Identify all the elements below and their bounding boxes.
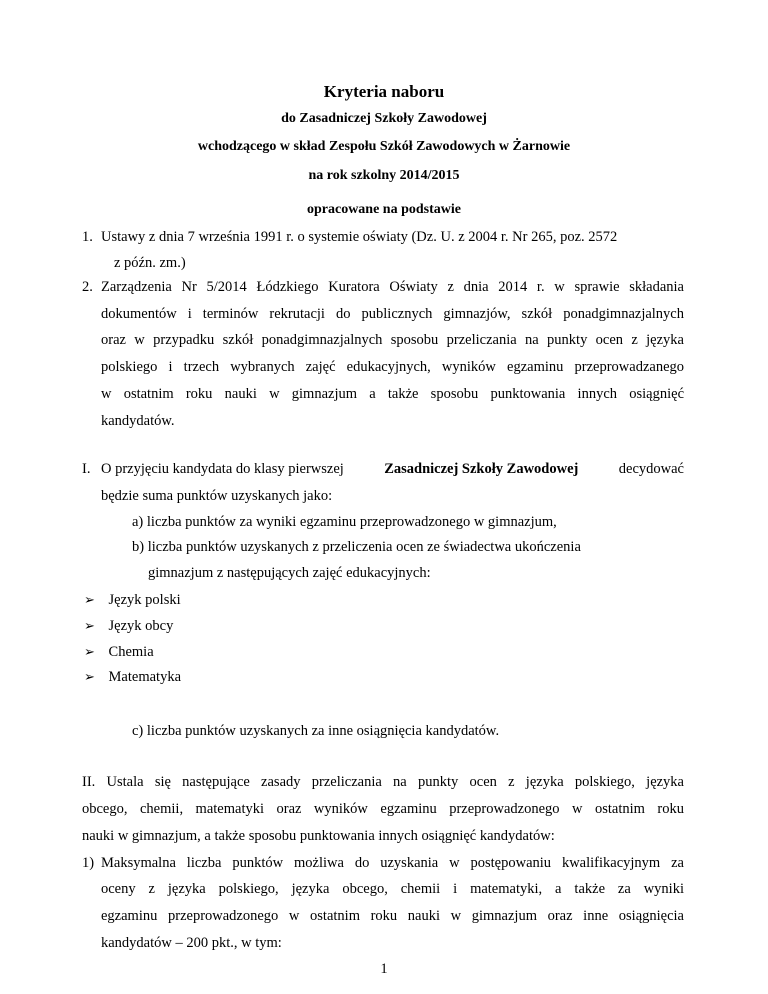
subject-list-item bbox=[84, 670, 181, 685]
basis-item-2-line: oraz w przypadku szkół ponadgimnazjalnych sposobu przeliczania na punkty ocen z języka bbox=[101, 332, 684, 349]
criterion-b-continued: gimnazjum z następujących zajęć edukacyjnych: bbox=[148, 565, 431, 582]
section-2-item-1-line: kandydatów – 200 pkt., w tym: bbox=[101, 934, 282, 951]
document-title: Kryteria naboru bbox=[323, 82, 445, 102]
basis-item-2-line: Zarządzenia Nr 5/2014 Łódzkiego Kuratora Oświaty z dnia 2014 r. w sprawie składania bbox=[101, 278, 684, 295]
basis-item-1-number: 1. bbox=[82, 229, 93, 246]
subject-list-item bbox=[84, 645, 154, 660]
section-1-intro-pre: O przyjęciu kandydata do klasy pierwszej bbox=[101, 461, 344, 478]
subtitle-line-3: na rok szkolny 2014/2015 bbox=[308, 168, 460, 184]
subject-label: Chemia bbox=[108, 643, 154, 660]
arrow-bullet-icon: ➢ bbox=[84, 617, 95, 633]
section-2-line: II. Ustala się następujące zasady przeliczania na punkty ocen z języka polskiego, języka bbox=[82, 774, 684, 791]
subject-label: Język obcy bbox=[108, 617, 174, 634]
basis-item-2-line: polskiego i trzech wybranych zajęć edukacyjnych, wyników egzaminu przeprowadzanego bbox=[101, 359, 684, 376]
criterion-b: b) liczba punktów uzyskanych z przeliczenia ocen ze świadectwa ukończenia bbox=[132, 538, 581, 555]
section-1-intro bbox=[101, 462, 684, 477]
section-1-intro-bold: Zasadniczej Szkoły Zawodowej bbox=[384, 461, 579, 478]
section-2-line: obcego, chemii, matematyki oraz wyników egzaminu przeprowadzonego w ostatnim roku bbox=[82, 801, 684, 818]
section-2-item-1-line: oceny z języka polskiego, języka obcego, chemii i matematyki, a także za wyniki bbox=[101, 881, 684, 898]
basis-item-2-line: w ostatnim roku nauki w gimnazjum a także sposobu punktowania innych osiągnięć bbox=[101, 385, 684, 402]
criterion-a: a) liczba punktów za wyniki egzaminu przeprowadzonego w gimnazjum, bbox=[132, 513, 557, 530]
page-number: 1 bbox=[380, 961, 388, 977]
arrow-bullet-icon: ➢ bbox=[84, 643, 95, 659]
basis-item-2-line: kandydatów. bbox=[101, 412, 175, 429]
basis-item-2-number: 2. bbox=[82, 278, 93, 295]
section-1-intro-line-2: będzie suma punktów uzyskanych jako: bbox=[101, 487, 333, 504]
arrow-bullet-icon: ➢ bbox=[84, 669, 95, 685]
subject-list-item bbox=[84, 593, 181, 608]
subtitle-line-2: wchodzącego w skład Zespołu Szkół Zawodowych w Żarnowie bbox=[197, 139, 571, 155]
subject-list-item bbox=[84, 619, 173, 634]
section-2-item-1-line: egzaminu przeprowadzonego w ostatnim roku nauki w gimnazjum oraz inne osiągnięcia bbox=[101, 908, 684, 925]
section-1-intro-post: decydować bbox=[618, 461, 684, 478]
section-1-number: I. bbox=[82, 461, 91, 478]
subtitle-line-1: do Zasadniczej Szkoły Zawodowej bbox=[281, 110, 487, 126]
basis-item-2-line: dokumentów i terminów rekrutacji do publicznych gimnazjów, szkół ponadgimnazjalnych bbox=[101, 305, 684, 322]
subject-label: Język polski bbox=[108, 592, 181, 609]
section-2-item-1-number: 1) bbox=[82, 854, 95, 871]
arrow-bullet-icon: ➢ bbox=[84, 592, 95, 608]
criterion-c: c) liczba punktów uzyskanych za inne osiągnięcia kandydatów. bbox=[132, 722, 500, 739]
basis-item-1-line: z późn. zm.) bbox=[114, 254, 186, 271]
section-2-line: nauki w gimnazjum, a także sposobu punktowania innych osiągnięć kandydatów: bbox=[82, 827, 555, 844]
section-2-item-1-line: Maksymalna liczba punktów możliwa do uzyskania w postępowaniu kwalifikacyjnym za bbox=[101, 854, 684, 871]
subject-label: Matematyka bbox=[108, 669, 182, 686]
basis-heading: opracowane na podstawie bbox=[306, 202, 461, 218]
basis-item-1-line: Ustawy z dnia 7 września 1991 r. o systemie oświaty (Dz. U. z 2004 r. Nr 265, poz. 2572 bbox=[101, 229, 618, 246]
